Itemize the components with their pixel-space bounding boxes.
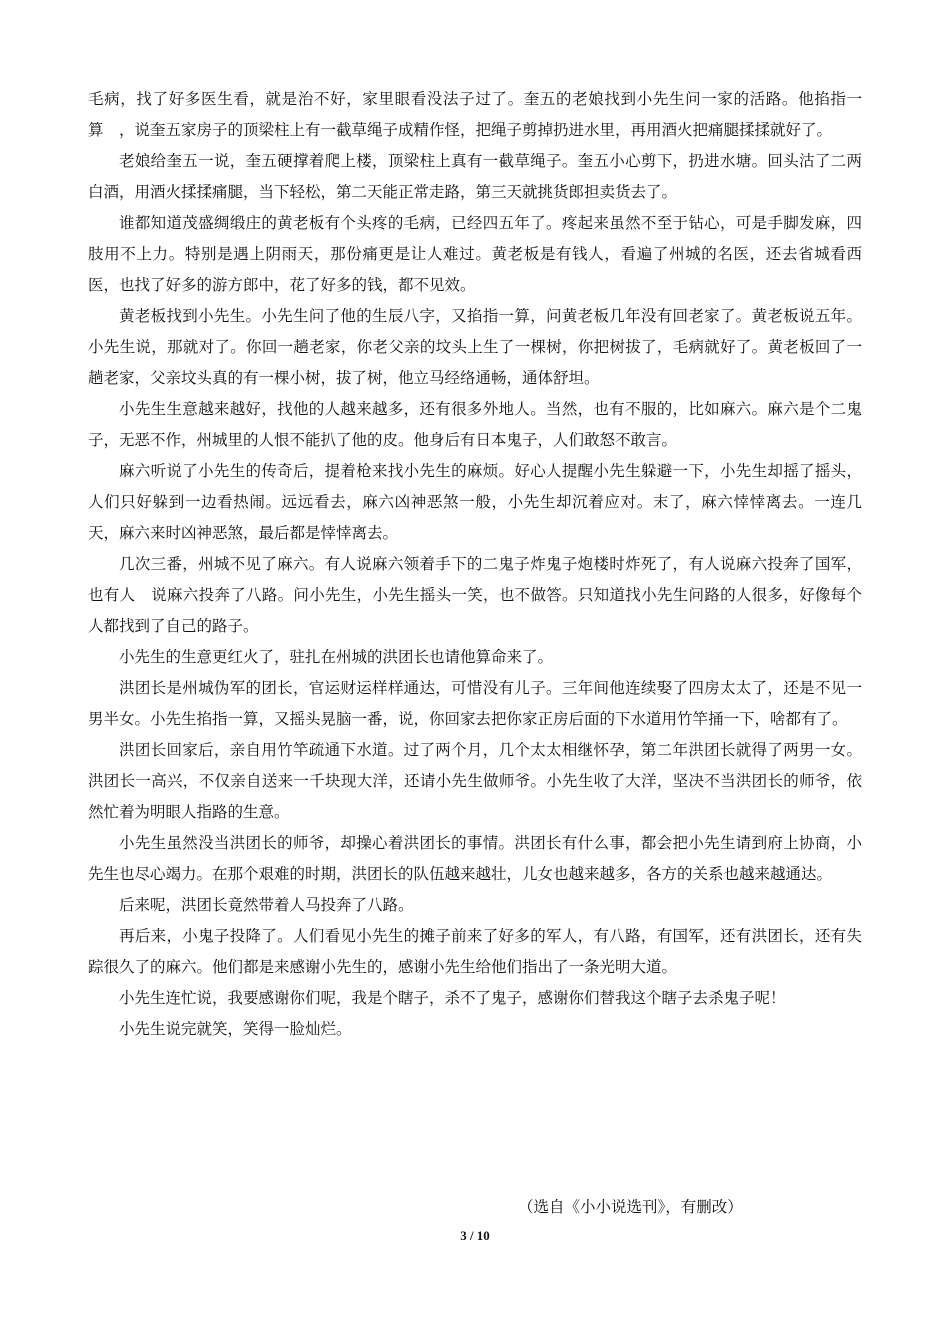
paragraph-continued: 毛病，找了好多医生看，就是治不好，家里眼看没法子过了。奎五的老娘找到小先生问一家的活路。他掐指一算 ，说奎五家房子的顶梁柱上有一截草绳子成精作怪，把绳子剪掉扔进水里，再用酒火把痛腿揉揉就好了。 (88, 90, 862, 139)
paragraph: 再后来，小鬼子投降了。人们看见小先生的摊子前来了好多的军人，有八路，有国军，还有洪团长，还有失踪很久了的麻六。他们都是来感谢小先生的，感谢小先生给他们指出了一条光明大道。 (88, 927, 862, 976)
paragraph: 小先生虽然没当洪团长的师爷，却操心着洪团长的事情。洪团长有什么事，都会把小先生请到府上协商，小先生也尽心竭力。在那个艰难的时期，洪团长的队伍越来越壮，儿女也越来越多，各方的关系也越来越通达。 (88, 834, 862, 883)
paragraph: 洪团长回家后，亲自用竹竿疏通下水道。过了两个月，几个太太相继怀孕，第二年洪团长就得了两男一女。洪团长一高兴，不仅亲自送来一千块现大洋，还请小先生做师爷。小先生收了大洋，坚决不当洪团长的师爷，依然忙着为明眼人指路的生意。 (88, 741, 862, 821)
paragraph: 黄老板找到小先生。小先生问了他的生辰八字，又掐指一算，问黄老板几年没有回老家了。黄老板说五年。小先生说，那就对了。你回一趟老家，你老父亲的坟头上生了一棵树，你把树拔了，毛病就好了。黄老板回了一趟老家，父亲坟头真的有一棵小树，拔了树，他立马经络通畅，通体舒坦。 (88, 307, 862, 387)
article-body (88, 84, 862, 1045)
paragraph: 小先生的生意更红火了，驻扎在州城的洪团长也请他算命来了。 (119, 648, 554, 666)
paragraph: 麻六听说了小先生的传奇后，提着枪来找小先生的麻烦。好心人提醒小先生躲避一下，小先生却摇了摇头，人们只好躲到一边看热闹。远远看去，麻六凶神恶煞一般，小先生却沉着应对。末了，麻六悻悻离去。一连几天，麻六来时凶神恶煞，最后都是悻悻离去。 (88, 462, 862, 542)
paragraph: 后来呢，洪团长竟然带着人马投奔了八路。 (119, 896, 414, 914)
paragraph: 小先生连忙说，我要感谢你们呢，我是个瞎子，杀不了鬼子，感谢你们替我这个瞎子去杀鬼子呢！ (119, 989, 786, 1007)
paragraph: 洪团长是州城伪军的团长，官运财运样样通达，可惜没有儿子。三年间他连续娶了四房太太了，还是不见一男半女。小先生掐指一算，又摇头晃脑一番，说，你回家去把你家正房后面的下水道用竹竿捅一下，啥都有了。 (88, 679, 862, 728)
paragraph: 小先生说完就笑，笑得一脸灿烂。 (119, 1020, 352, 1038)
page-number: 3 / 10 (460, 1228, 490, 1243)
source-note: （选自《小小说选刊》，有删改） (518, 1198, 743, 1216)
paragraph: 老娘给奎五一说，奎五硬撑着爬上楼，顶梁柱上真有一截草绳子。奎五小心剪下，扔进水塘。回头沽了二两白酒，用酒火揉揉痛腿，当下轻松，第二天能正常走路，第三天就挑货郎担卖货去了。 (88, 152, 862, 201)
paragraph: 谁都知道茂盛绸缎庄的黄老板有个头疼的毛病，已经四五年了。疼起来虽然不至于钻心，可是手脚发麻，四肢用不上力。特别是遇上阴雨天，那份痛更是让人难过。黄老板是有钱人，看遍了州城的名医，还去省城看西医，也找了好多的游方郎中，花了好多的钱，都不见效。 (88, 214, 862, 294)
paragraph: 几次三番，州城不见了麻六。有人说麻六领着手下的二鬼子炸鬼子炮楼时炸死了，有人说麻六投奔了国军，也有人 说麻六投奔了八路。问小先生，小先生摇头一笑，也不做答。只知道找小先生问路的人很多，好像每个人都找到了自己的路子。 (88, 555, 862, 635)
paragraph: 小先生生意越来越好，找他的人越来越多，还有很多外地人。当然，也有不服的，比如麻六。麻六是个二鬼子，无恶不作，州城里的人恨不能扒了他的皮。他身后有日本鬼子，人们敢怒不敢言。 (88, 400, 862, 449)
